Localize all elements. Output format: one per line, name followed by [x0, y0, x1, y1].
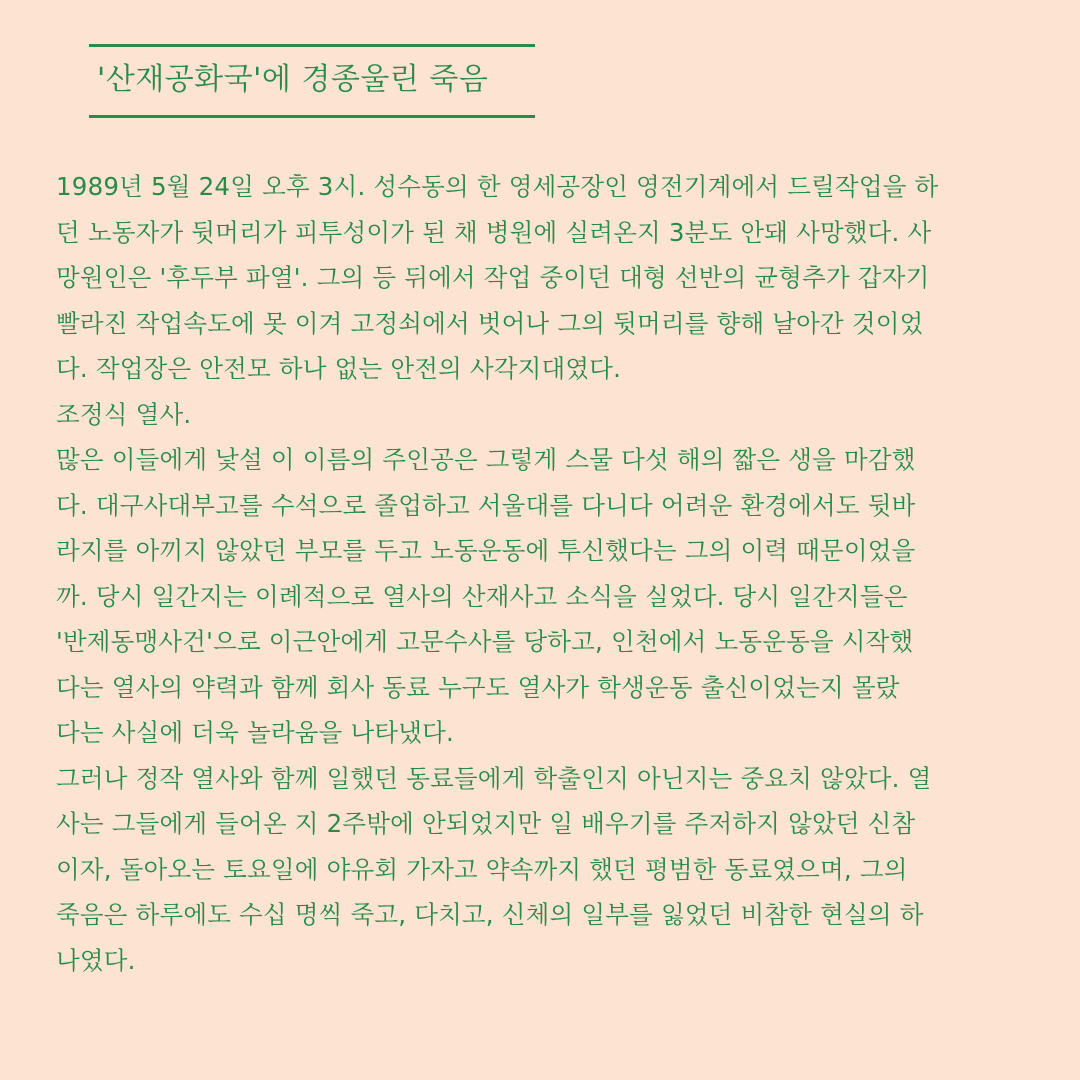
body-line: 빨라진 작업속도에 못 이겨 고정쇠에서 벗어나 그의 뒷머리를 향해 날아간 것이었	[56, 308, 924, 338]
body-line: 많은 이들에게 낯설 이 이름의 주인공은 그렇게 스물 다섯 해의 짧은 생을 마감했	[56, 445, 916, 474]
body-line: '반제동맹사건'으로 이근안에게 고문수사를 당하고, 인천에서 노동운동을 시작했	[56, 627, 914, 656]
body-line: 다는 열사의 약력과 함께 회사 동료 누구도 열사가 학생운동 출신이었는지 몰랐	[56, 672, 900, 702]
page-title: '산재공화국'에 경종울린 죽음	[97, 62, 489, 97]
body-line: 그러나 정작 열사와 함께 일했던 동료들에게 학출인지 아닌지는 중요치 않았다. 열	[56, 763, 932, 793]
body-line: 이자, 돌아오는 토요일에 야유회 가자고 약속까지 했던 평범한 동료였으며, 그의	[56, 854, 908, 884]
body-line: 다. 대구사대부고를 수석으로 졸업하고 서울대를 다니다 어려운 환경에서도 뒷바	[56, 490, 916, 520]
body-line: 라지를 아끼지 않았던 부모를 두고 노동운동에 투신했다는 그의 이력 때문이었을	[56, 536, 916, 565]
title-top-rule	[89, 44, 535, 47]
body-line: 죽음은 하루에도 수십 명씩 죽고, 다치고, 신체의 일부를 잃었던 비참한 현실의 하	[56, 900, 924, 929]
body-line: 다는 사실에 더욱 놀라움을 나타냈다.	[56, 718, 454, 747]
body-line: 다. 작업장은 안전모 하나 없는 안전의 사각지대였다.	[56, 354, 622, 383]
article-body	[56, 164, 1026, 983]
body-line: 1989년 5월 24일 오후 3시. 성수동의 한 영세공장인 영전기계에서 드릴작업을 하	[56, 172, 939, 201]
title-block	[89, 44, 535, 118]
body-line: 망원인은 '후두부 파열'. 그의 등 뒤에서 작업 중이던 대형 선반의 균형추가 갑자기	[56, 263, 930, 292]
title-bottom-rule	[89, 115, 535, 118]
body-line: 던 노동자가 뒷머리가 피투성이가 된 채 병원에 실려온지 3분도 안돼 사망했다. 사	[56, 217, 932, 247]
body-line: 까. 당시 일간지는 이례적으로 열사의 산재사고 소식을 실었다. 당시 일간지들은	[56, 581, 908, 611]
body-line: 조정식 열사.	[56, 399, 192, 429]
body-line: 사는 그들에게 들어온 지 2주밖에 안되었지만 일 배우기를 주저하지 않았던 신참	[56, 809, 916, 838]
body-line: 나였다.	[56, 945, 136, 975]
